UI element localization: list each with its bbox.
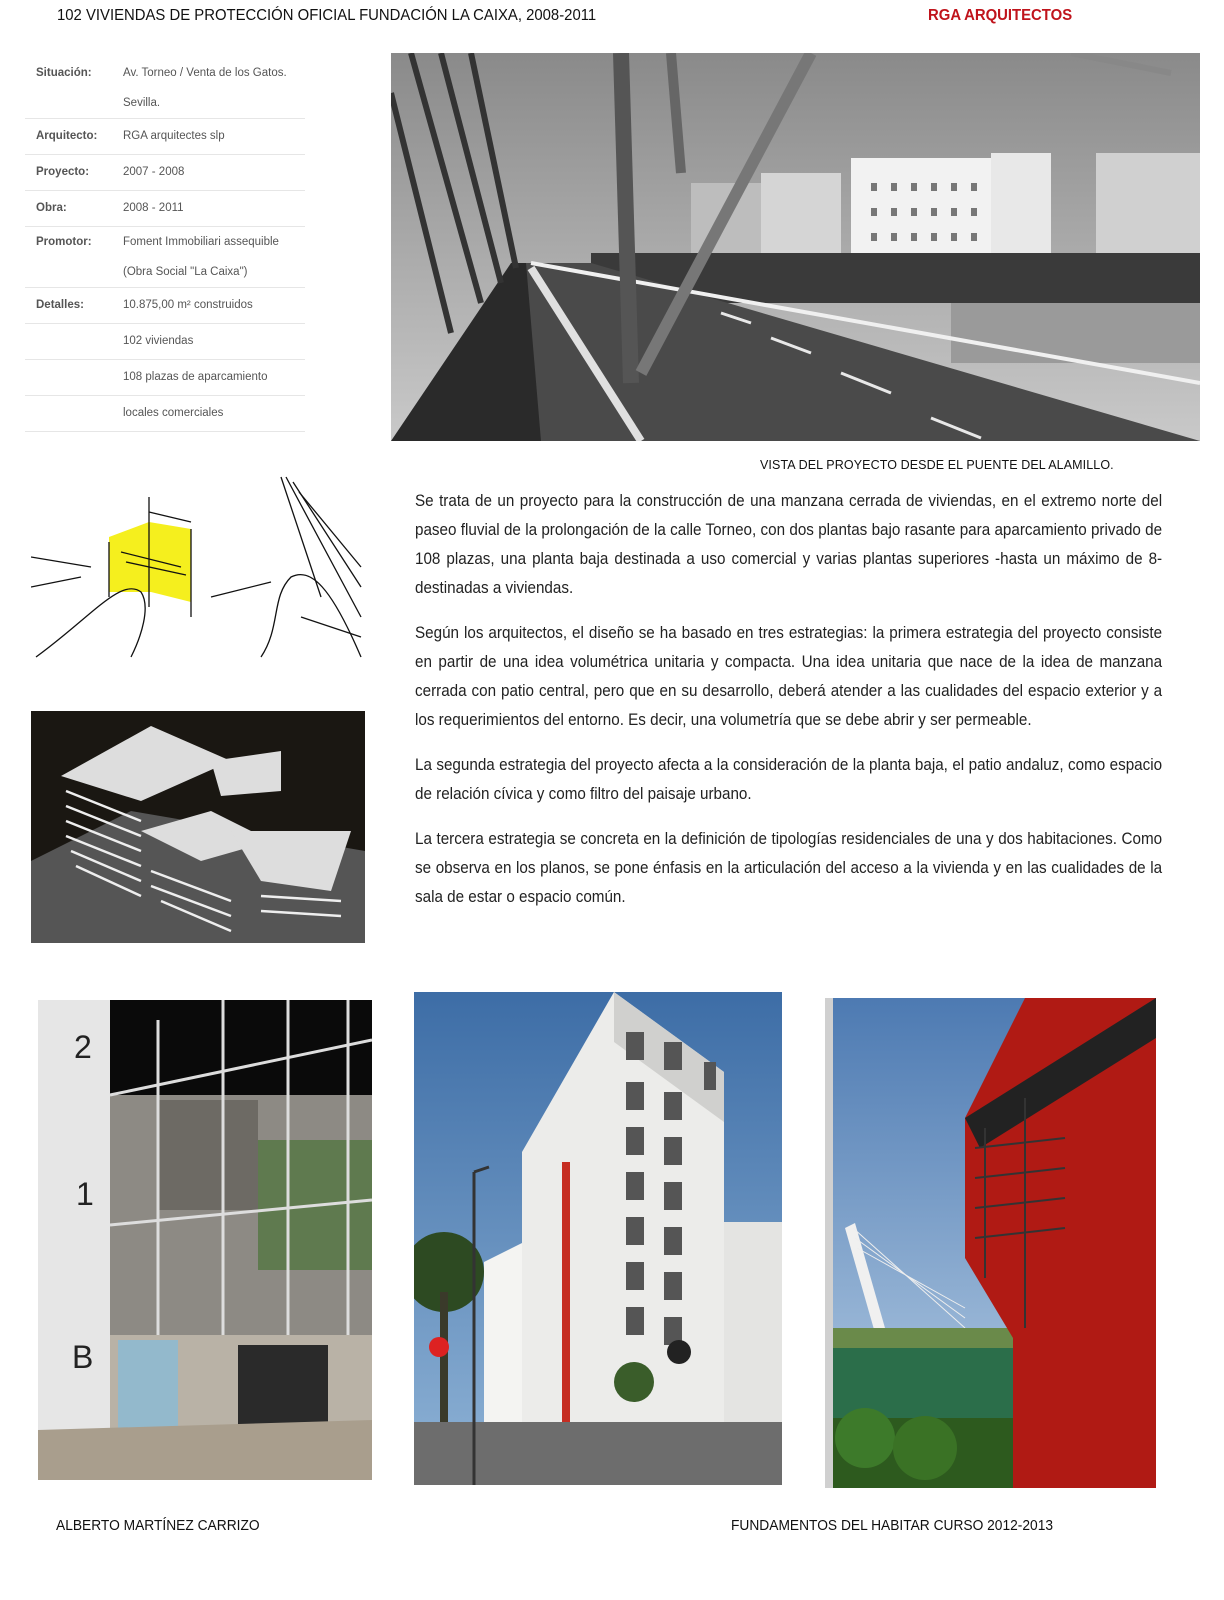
course-name: FUNDAMENTOS DEL HABITAR CURSO 2012-2013 [731, 1518, 1054, 1534]
red-stair-bridge-photo [825, 998, 1156, 1488]
info-value: Av. Torneo / Venta de los Gatos. [123, 67, 287, 79]
info-row-detalles [25, 288, 305, 324]
architectural-model-photo [31, 711, 365, 943]
floor-number-2: 2 [74, 1029, 92, 1065]
info-value: 10.875,00 m² construidos [123, 299, 253, 311]
paragraph-strategy-2: La segunda estrategia del proyecto afecta a la consideración de la planta baja, el patio andaluz, como espacio de relación cívica y como filtro del paisaje urbano. [415, 756, 1163, 803]
document-title: 102 VIVIENDAS DE PROTECCIÓN OFICIAL FUNDACIÓN LA CAIXA, 2008-2011 [57, 7, 597, 24]
info-value: 102 viviendas [123, 335, 194, 347]
info-label [25, 360, 123, 395]
paragraph-strategy-3: La tercera estrategia se concreta en la definición de tipologías residenciales de una y dos habitaciones. Como se observa en los planos, se pone énfasis en la articulación del acceso a la vivienda y en las cualidades de la sala de estar o espacio común. [415, 830, 1163, 906]
info-row-situacion [25, 58, 305, 119]
info-label: Detalles: [36, 299, 84, 311]
info-value: (Obra Social "La Caixa") [123, 266, 248, 278]
photo-caption: VISTA DEL PROYECTO DESDE EL PUENTE DEL ALAMILLO. [760, 458, 1114, 472]
info-row-promotor [25, 227, 305, 288]
project-description [415, 487, 1162, 928]
info-value: 108 plazas de aparcamiento [123, 371, 268, 383]
info-row-plazas [25, 360, 305, 396]
info-label [25, 396, 123, 431]
paragraph-strategy-1: Según los arquitectos, el diseño se ha basado en tres estrategias: la primera estrategia del proyecto consiste en partir de una idea volumétrica unitaria y compacta. Una idea unitaria que nace de la idea de manzana cerrada con patio central, pero que en su desarrollo, deberá atender a las cualidades del espacio exterior y a los requerimientos del entorno. Es decir, una volumetría que se debe abrir y ser permeable. [415, 624, 1163, 729]
info-value: RGA arquitectes slp [123, 130, 225, 142]
floor-number-b: B [72, 1339, 94, 1375]
info-row-proyecto [25, 155, 305, 191]
paragraph-intro: Se trata de un proyecto para la construcción de una manzana cerrada de viviendas, en el extremo norte del paseo fluvial de la prolongación de la calle Torneo, con dos plantas bajo rasante para aparcamiento privado de 108 plazas, una planta baja destinada a uso comercial y varias plantas superiores -hasta un máximo de 8- destinadas a viviendas. [415, 492, 1163, 597]
info-label: Arquitecto: [36, 130, 98, 142]
yellow-sketch [31, 467, 365, 660]
facade-detail-photo [38, 1000, 372, 1480]
info-label [25, 324, 123, 359]
info-label: Situación: [36, 67, 92, 79]
info-row-obra [25, 191, 305, 227]
info-row-viviendas [25, 324, 305, 360]
author-name: ALBERTO MARTÍNEZ CARRIZO [56, 1518, 260, 1534]
floor-number-1: 1 [76, 1176, 94, 1212]
info-label: Promotor: [36, 236, 92, 248]
info-row-locales [25, 396, 305, 432]
bridge-view-photo [391, 53, 1200, 441]
info-value: locales comerciales [123, 407, 224, 419]
architect-brand: RGA ARQUITECTOS [928, 7, 1073, 24]
info-row-arquitecto [25, 119, 305, 155]
project-info-table [25, 58, 305, 432]
info-value: Foment Immobiliari assequible [123, 236, 279, 248]
info-label: Obra: [36, 202, 67, 214]
info-value: 2008 - 2011 [123, 202, 184, 214]
white-building-street-photo [414, 992, 782, 1485]
info-value: 2007 - 2008 [123, 166, 185, 178]
info-value: Sevilla. [123, 97, 161, 109]
info-label: Proyecto: [36, 166, 90, 178]
